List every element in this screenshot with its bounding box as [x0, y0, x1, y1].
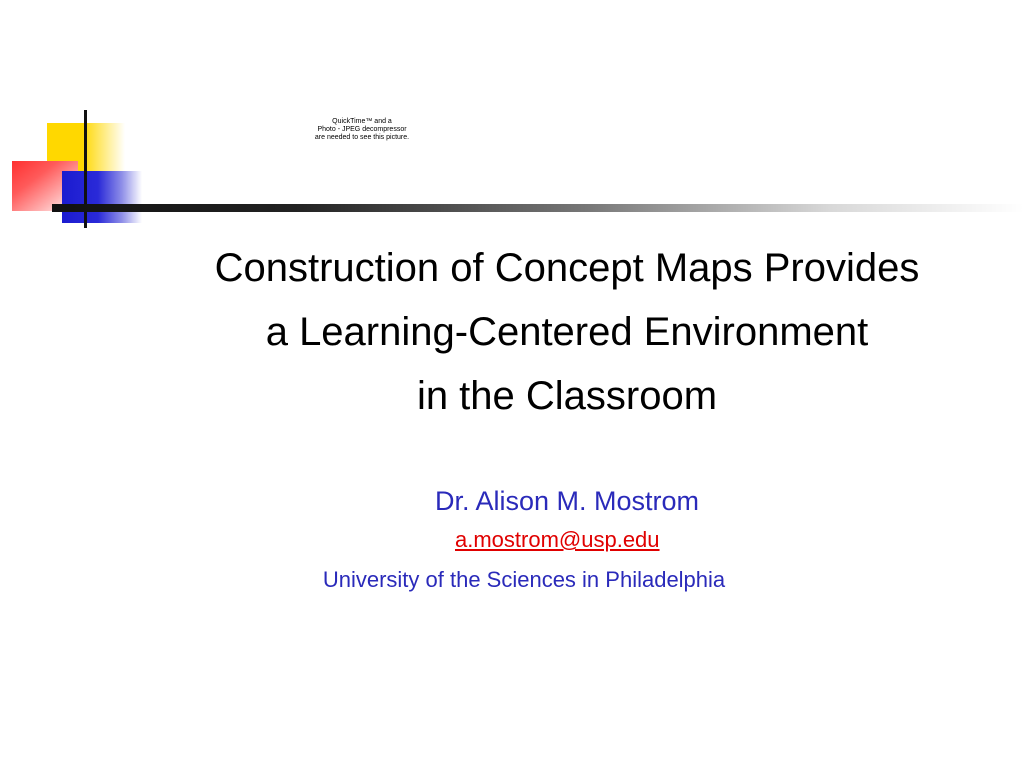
author-email-link[interactable]: a.mostrom@usp.edu [455, 527, 660, 552]
quicktime-line-3: are needed to see this picture. [314, 134, 410, 141]
title-line-3: in the Classroom [416, 374, 718, 418]
quicktime-line-1: QuickTime™ and a [332, 118, 392, 125]
author-name: Dr. Alison M. Mostrom [434, 486, 700, 516]
title-rule [52, 204, 1024, 212]
title-line-1: Construction of Concept Maps Provides [214, 246, 920, 290]
slide-title [110, 236, 1024, 428]
quicktime-line-2: Photo - JPEG decompressor [317, 126, 407, 133]
blue-square-decoration [62, 171, 142, 223]
author-affiliation: University of the Sciences in Philadelphia [322, 567, 726, 592]
quicktime-placeholder [300, 118, 424, 142]
title-line-2: a Learning-Centered Environment [265, 310, 869, 354]
